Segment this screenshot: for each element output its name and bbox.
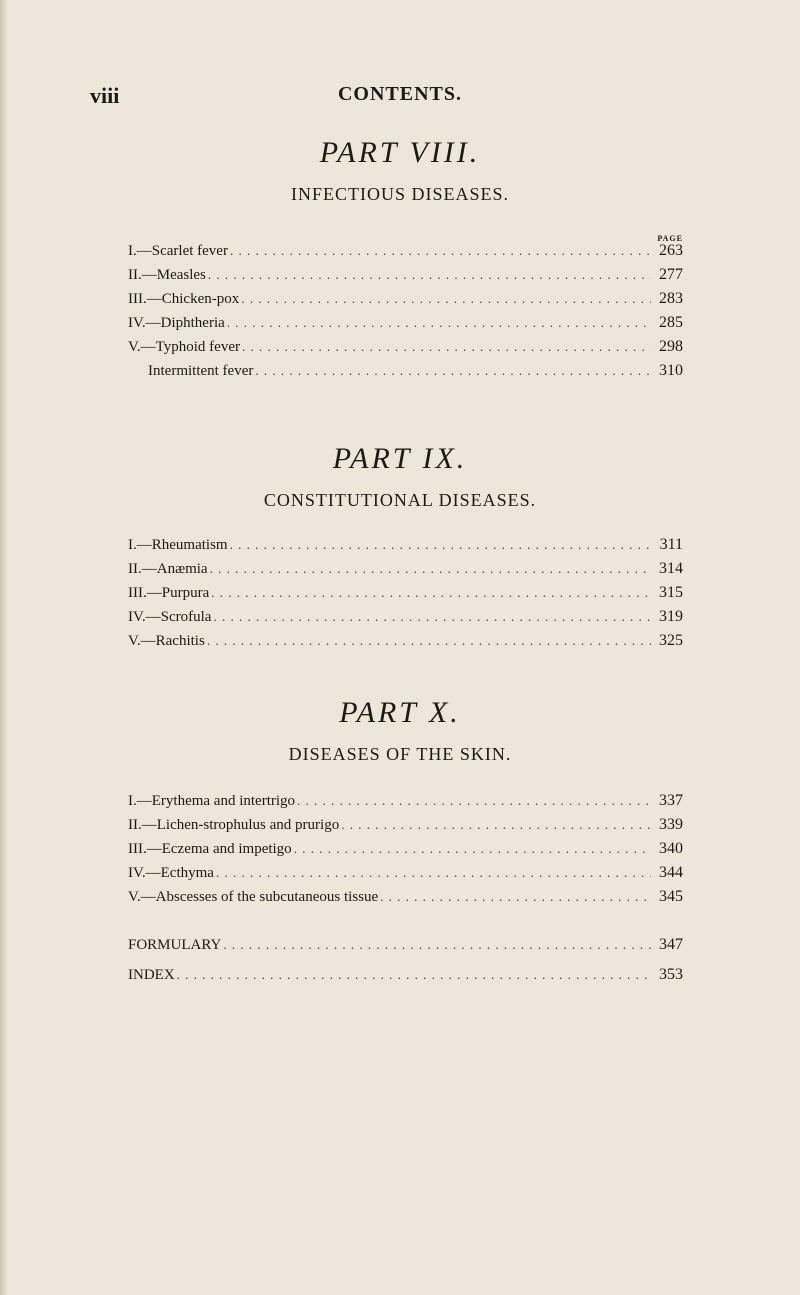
entry-label: III.—Purpura bbox=[128, 585, 210, 601]
entry-page: 277 bbox=[659, 266, 683, 283]
toc-entry bbox=[128, 314, 683, 336]
leader-dots bbox=[208, 267, 651, 283]
toc-entry bbox=[128, 362, 683, 384]
leader-dots bbox=[227, 315, 651, 331]
entry-page: 325 bbox=[659, 632, 683, 649]
part-title: PART IX. bbox=[332, 442, 468, 475]
toc-entry bbox=[128, 584, 683, 606]
leader-dots bbox=[216, 865, 651, 881]
entry-label: I.—Scarlet fever bbox=[128, 243, 228, 259]
part-subtitle: INFECTIOUS DISEASES. bbox=[290, 184, 510, 204]
entry-page: 311 bbox=[659, 536, 683, 553]
entry-label: III.—Chicken-pox bbox=[128, 291, 240, 307]
leader-dots bbox=[210, 561, 651, 577]
leader-dots bbox=[380, 889, 651, 905]
entry-label: IV.—Ecthyma bbox=[128, 865, 214, 881]
toc-entry bbox=[128, 632, 683, 654]
entry-label: IV.—Scrofula bbox=[128, 609, 212, 625]
entry-label: II.—Lichen-strophulus and prurigo bbox=[128, 817, 340, 833]
leader-dots bbox=[297, 793, 651, 809]
entry-page: 339 bbox=[659, 816, 683, 833]
part-subtitle: DISEASES OF THE SKIN. bbox=[288, 744, 512, 764]
entry-label: III.—Eczema and impetigo bbox=[128, 841, 292, 857]
entry-page: 353 bbox=[659, 966, 683, 983]
part-title: PART X. bbox=[339, 696, 461, 729]
entry-page: 310 bbox=[659, 362, 683, 379]
leader-dots bbox=[230, 537, 651, 553]
part-ix-heading bbox=[0, 442, 800, 511]
leader-dots bbox=[242, 339, 651, 355]
toc-entry bbox=[128, 290, 683, 312]
entry-label: I.—Erythema and intertrigo bbox=[128, 793, 296, 809]
toc-entry bbox=[128, 608, 683, 630]
entry-label: FORMULARY bbox=[128, 937, 222, 953]
toc-entry-index bbox=[128, 966, 683, 988]
leader-dots bbox=[230, 243, 651, 259]
part-x-heading bbox=[0, 696, 800, 765]
part-viii-heading bbox=[0, 136, 800, 205]
entry-label: V.—Typhoid fever bbox=[128, 339, 240, 355]
entry-page: 315 bbox=[659, 584, 683, 601]
toc-entry-formulary bbox=[128, 936, 683, 958]
entry-label: INDEX bbox=[128, 967, 175, 983]
running-title: CONTENTS. bbox=[337, 83, 463, 105]
toc-entry bbox=[128, 888, 683, 910]
entry-label: V.—Rachitis bbox=[128, 633, 205, 649]
entry-page: 344 bbox=[659, 864, 683, 881]
toc-entry bbox=[128, 560, 683, 582]
page-column-label: PAGE bbox=[657, 234, 683, 243]
leader-dots bbox=[213, 609, 651, 625]
entry-label: IV.—Diphtheria bbox=[128, 315, 225, 331]
part-subtitle: CONSTITUTIONAL DISEASES. bbox=[263, 490, 537, 510]
part-title: PART VIII. bbox=[319, 136, 481, 169]
leader-dots bbox=[255, 363, 651, 379]
entry-label: I.—Rheumatism bbox=[128, 537, 228, 553]
entry-label: II.—Anæmia bbox=[128, 561, 208, 577]
entry-page: 347 bbox=[659, 936, 683, 953]
running-head bbox=[90, 83, 710, 113]
leader-dots bbox=[177, 967, 651, 983]
entry-page: 314 bbox=[659, 560, 683, 577]
leader-dots bbox=[207, 633, 651, 649]
toc-entry bbox=[128, 536, 683, 558]
toc-entry bbox=[128, 242, 683, 264]
leader-dots bbox=[294, 841, 651, 857]
toc-entry bbox=[128, 338, 683, 360]
entry-page: 263 bbox=[659, 242, 683, 259]
page-number: viii bbox=[90, 83, 120, 108]
entry-page: 319 bbox=[659, 608, 683, 625]
toc-entry bbox=[128, 840, 683, 862]
entry-label: V.—Abscesses of the subcutaneous tissue bbox=[128, 889, 379, 905]
leader-dots bbox=[241, 291, 651, 307]
toc-entry bbox=[128, 792, 683, 814]
entry-page: 285 bbox=[659, 314, 683, 331]
toc-entry bbox=[128, 266, 683, 288]
leader-dots bbox=[223, 937, 651, 953]
toc-entry bbox=[128, 816, 683, 838]
entry-label: II.—Measles bbox=[128, 267, 206, 283]
entry-page: 337 bbox=[659, 792, 683, 809]
entry-page: 340 bbox=[659, 840, 683, 857]
toc-entry bbox=[128, 864, 683, 886]
leader-dots bbox=[211, 585, 651, 601]
leader-dots bbox=[341, 817, 651, 833]
entry-page: 298 bbox=[659, 338, 683, 355]
entry-page: 283 bbox=[659, 290, 683, 307]
entry-label: Intermittent fever bbox=[148, 363, 254, 379]
entry-page: 345 bbox=[659, 888, 683, 905]
